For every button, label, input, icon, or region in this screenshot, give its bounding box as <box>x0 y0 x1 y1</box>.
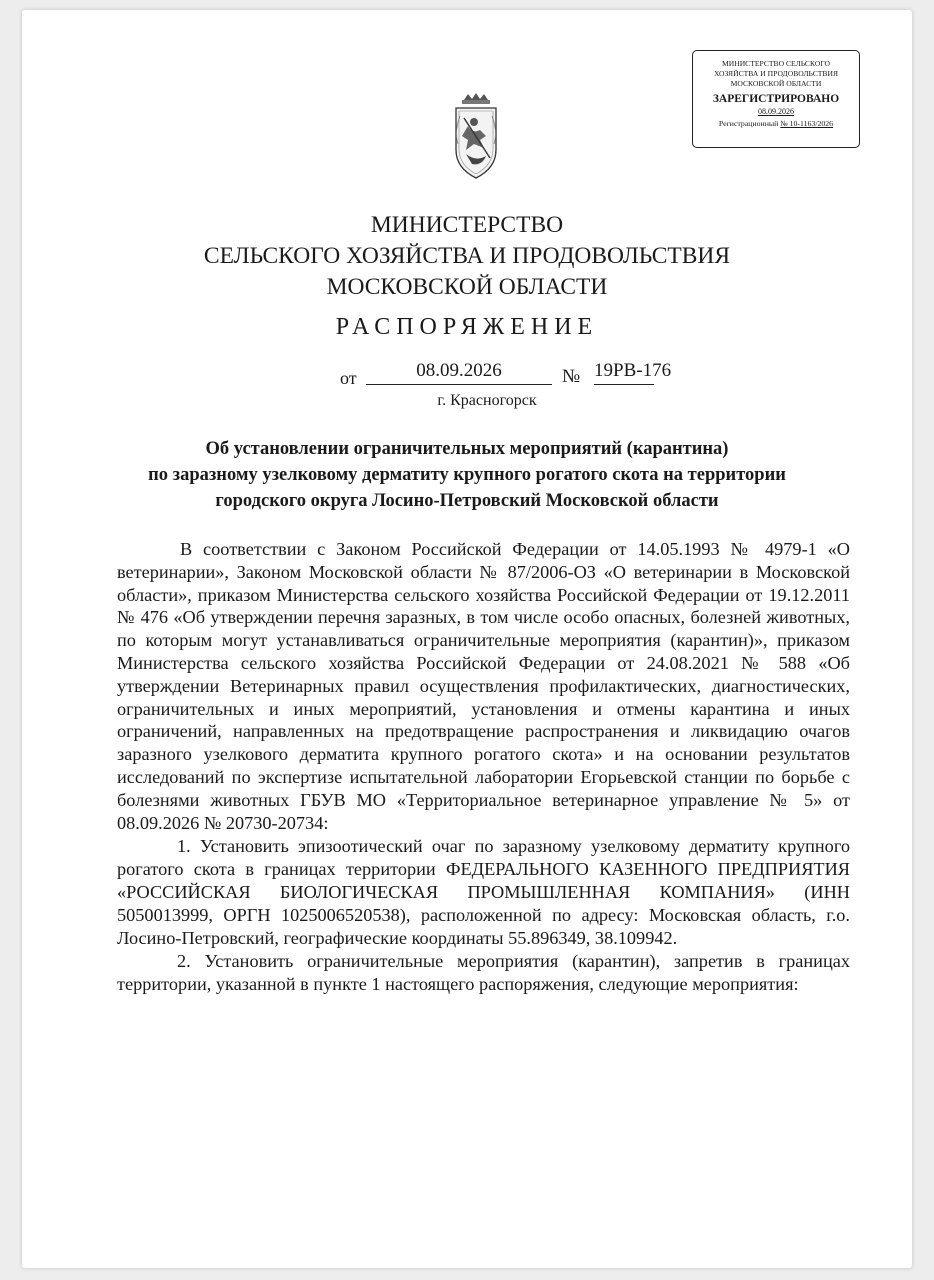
ministry-line-1: МИНИСТЕРСТВО <box>370 212 564 238</box>
registration-stamp <box>692 50 860 148</box>
ministry-line-2: СЕЛЬСКОГО ХОЗЯЙСТВА И ПРОДОВОЛЬСТВИЯ <box>203 243 731 269</box>
document-date: 08.09.2026 <box>366 360 552 385</box>
preamble-paragraph: В соответствии с Законом Российской Федерации от 14.05.1993 № 4979-1 «О ветеринарии», Законом Московской области № 87/2006-ОЗ «О ветеринарии в Московской области», приказом Министерства сельского хозяйства Российской Федерации от 19.12.2011 № 476 «Об утверждении перечня заразных, в том числе особо опасных, болезней животных, по которым могут устанавливаться ограничительные мероприятия (карантин)», приказом Министерства сельского хозяйства Российской Федерации от 24.08.2021 № 588 «Об утверждении Ветеринарных правил осуществления профилактических, диагностических, ограничительных и иных мероприятий, установления и отмены карантина и иных ограничений, направленных на предотвращение распространения и ликвидацию очагов заразного узелкового дерматита крупного рогатого скота» и на основании результатов исследований по экспертизе испытательной лаборатории Егорьевской станции по борьбе с болезнями животных ГБУВ МО «Территориальное ветеринарное управление № 5» от 08.09.2026 № 20730-20734: <box>117 539 850 833</box>
stamp-line-3: МОСКОВСКОЙ ОБЛАСТИ <box>730 79 822 88</box>
document-number: 19РВ-176 <box>594 360 654 385</box>
ministry-line-3: МОСКОВСКОЙ ОБЛАСТИ <box>326 274 608 300</box>
stamp-reg-number: № 10-1163/2026 <box>780 119 834 128</box>
document-body <box>117 538 850 996</box>
moscow-oblast-coat-of-arms-icon <box>450 92 502 188</box>
stamp-line-2: ХОЗЯЙСТВА И ПРОДОВОЛЬСТВИЯ <box>713 69 839 78</box>
subject-line-2: по заразному узелковому дерматиту крупного рогатого скота на территории <box>148 465 786 485</box>
stamp-line-1: МИНИСТЕРСТВО СЕЛЬСКОГО <box>721 59 831 68</box>
number-label: № <box>562 366 581 387</box>
document-page <box>22 10 912 1268</box>
item-2-paragraph: 2. Установить ограничительные мероприятия (карантин), запретив в границах территории, указанной в пункте 1 настоящего распоряжения, следующие мероприятия: <box>117 951 850 995</box>
document-city: г. Красногорск <box>437 392 537 409</box>
from-label: от <box>340 368 357 388</box>
ministry-header <box>22 210 912 303</box>
subject-line-1: Об установлении ограничительных мероприятий (карантина) <box>205 439 729 459</box>
stamp-date: 08.09.2026 <box>758 107 794 116</box>
subject-line-3: городского округа Лосино-Петровский Московской области <box>215 491 719 511</box>
item-1-paragraph: 1. Установить эпизоотический очаг по заразному узелковому дерматиту крупного рогатого скота в границах территории ФЕДЕРАЛЬНОГО КАЗЕННОГО ПРЕДПРИЯТИЯ «РОССИЙСКАЯ БИОЛОГИЧЕСКАЯ ПРОМЫШЛЕННАЯ КОМПАНИЯ» (ИНН 5050013999, ОРГН 1025006520538), расположенной по адресу: Московская область, г.о. Лосино-Петровский, географические координаты 55.896349, 38.109942. <box>117 836 850 948</box>
stamp-status: ЗАРЕГИСТРИРОВАНО <box>712 93 840 105</box>
stamp-registration <box>693 119 859 129</box>
document-subject <box>22 436 912 514</box>
document-type: РАСПОРЯЖЕНИЕ <box>335 314 599 340</box>
stamp-reg-label: Регистрационный <box>718 119 781 128</box>
